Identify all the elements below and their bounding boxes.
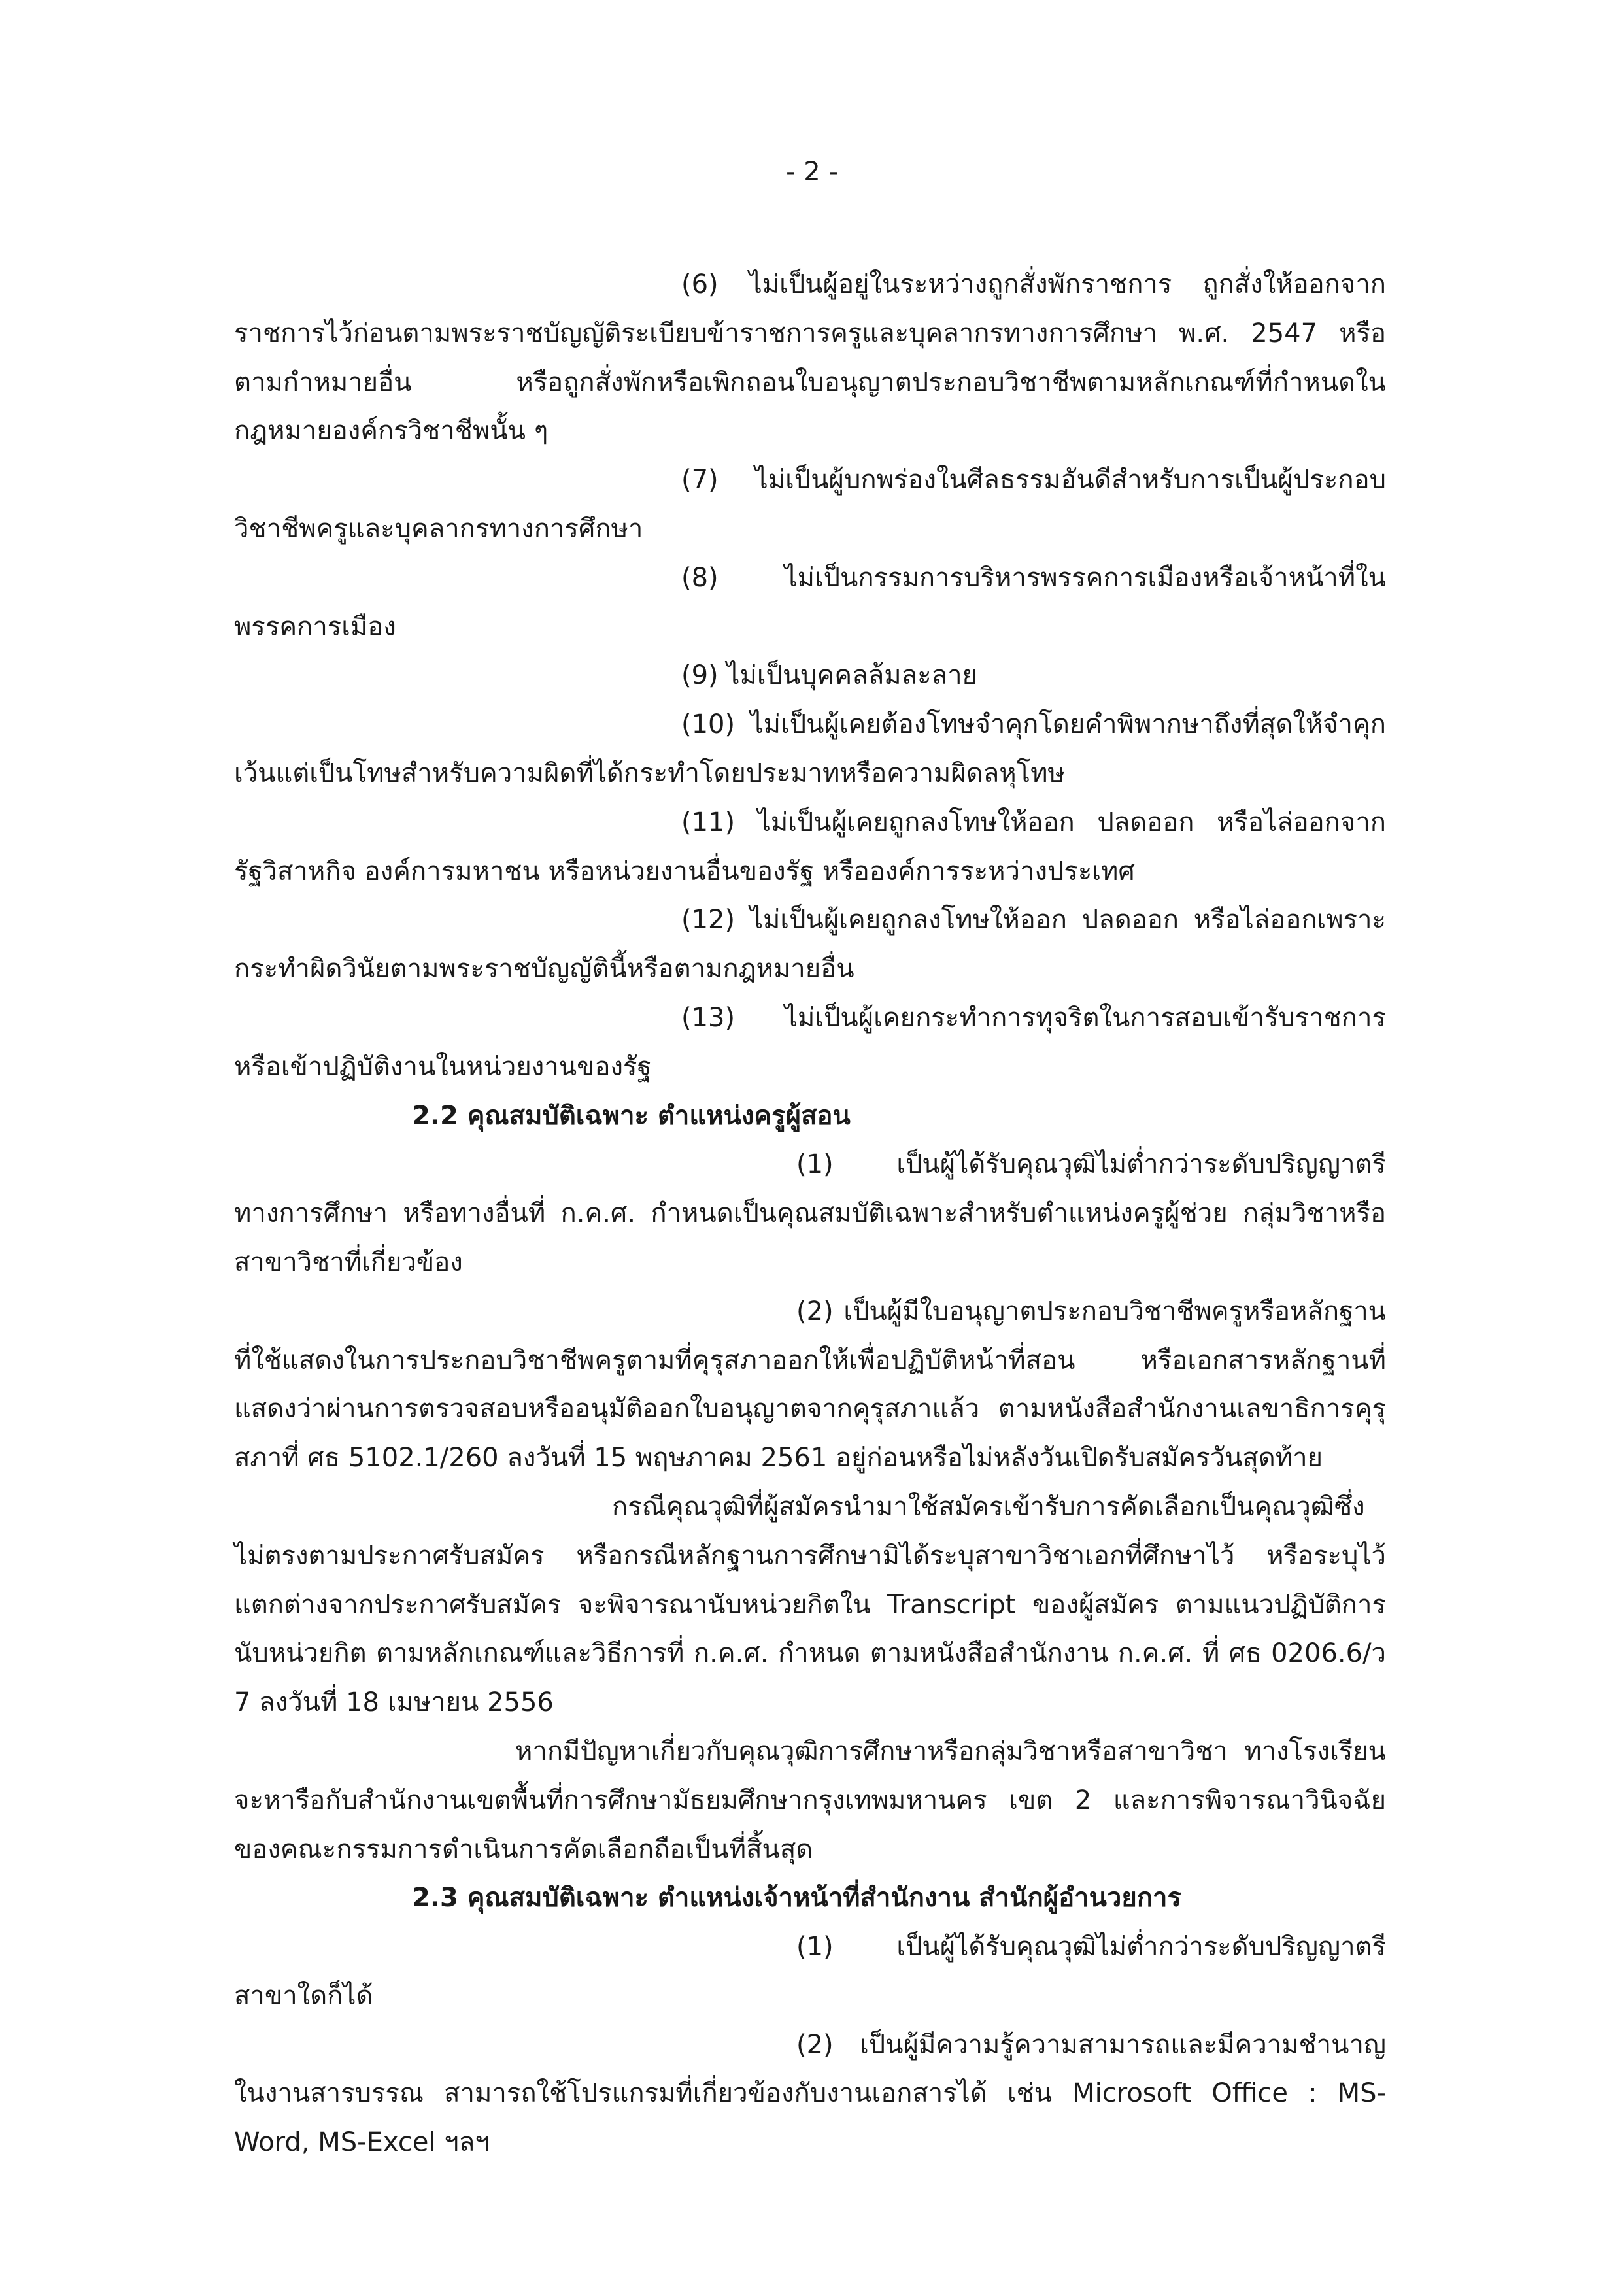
- item-text: ไม่เป็นผู้เคยกระทำการทุจริตในการสอบเข้ารับราชการหรือเข้าปฏิบัติงานในหน่วยงานของรัฐ: [234, 1002, 1386, 1082]
- list-item: [234, 1287, 1386, 1483]
- item-number: (13): [681, 1002, 736, 1033]
- list-item: [234, 456, 1386, 554]
- note-paragraph: หากมีปัญหาเกี่ยวกับคุณวุฒิการศึกษาหรือกลุ่มวิชาหรือสาขาวิชา ทางโรงเรียนจะหารือกับสำนักงานเขตพื้นที่การศึกษามัธยมศึกษากรุงเทพมหานคร เขต 2 และการพิจารณาวินิจฉัยของคณะกรรมการดำเนินการคัดเลือกถือเป็นที่สิ้นสุด: [234, 1736, 1386, 1864]
- list-item: [234, 651, 1386, 700]
- item-number: (10): [681, 709, 736, 740]
- item-number: (6): [681, 269, 719, 299]
- list-item: [234, 2021, 1386, 2167]
- item-text: ไม่เป็นผู้เคยต้องโทษจำคุกโดยคำพิพากษาถึงที่สุดให้จำคุก เว้นแต่เป็นโทษสำหรับความผิดที่ได้กระทำโดยประมาทหรือความผิดลหุโทษ: [234, 709, 1386, 788]
- list-item: [234, 798, 1386, 896]
- item-text: ไม่เป็นผู้เคยถูกลงโทษให้ออก ปลดออก หรือไล่ออกจากรัฐวิสาหกิจ องค์การมหาชน หรือหน่วยงานอื่นของรัฐ หรือองค์การระหว่างประเทศ: [234, 807, 1386, 886]
- item-number: (2): [796, 2029, 834, 2060]
- item-number: (1): [796, 1149, 834, 1180]
- item-text: เป็นผู้ได้รับคุณวุฒิไม่ต่ำกว่าระดับปริญญาตรี สาขาใดก็ได้: [234, 1932, 1386, 2011]
- item-number: (9): [681, 660, 719, 691]
- document-body: [234, 260, 1386, 2167]
- section-heading: 2.3 คุณสมบัติเฉพาะ ตำแหน่งเจ้าหน้าที่สำนักงาน สำนักผู้อำนวยการ: [412, 1883, 1181, 1914]
- item-number: (8): [681, 562, 719, 593]
- item-text: ไม่เป็นผู้เคยถูกลงโทษให้ออก ปลดออก หรือไล่ออกเพราะกระทำผิดวินัยตามพระราชบัญญัตินี้หรือตามกฎหมายอื่น: [234, 905, 1387, 985]
- item-number: (1): [796, 1932, 834, 1963]
- item-text: ไม่เป็นผู้บกพร่องในศีลธรรมอันดีสำหรับการเป็นผู้ประกอบวิชาชีพครูและบุคลากรทางการศึกษา: [234, 465, 1386, 544]
- item-number: (11): [681, 807, 736, 837]
- item-number: (2): [796, 1296, 834, 1326]
- item-text: เป็นผู้มีความรู้ความสามารถและมีความชำนาญในงานสารบรรณ สามารถใช้โปรแกรมที่เกี่ยวข้องกับงานเอกสารได้ เช่น Microsoft Office : MS-Word, MS-Excel ฯลฯ: [234, 2029, 1386, 2158]
- item-text: ไม่เป็นบุคคลล้มละลาย: [726, 660, 977, 691]
- list-item: [234, 1923, 1386, 2021]
- page-number: - 2 -: [786, 157, 838, 187]
- list-item: [234, 554, 1386, 652]
- item-number: (12): [681, 905, 736, 936]
- item-text: ไม่เป็นผู้อยู่ในระหว่างถูกสั่งพักราชการ ถูกสั่งให้ออกจากราชการไว้ก่อนตามพระราชบัญญัติระเบียบข้าราชการครูและบุคลากรทางการศึกษา พ.ศ. 2547 หรือตามกำหมายอื่น หรือถูกสั่งพักหรือเพิกถอนใบอนุญาตประกอบวิชาชีพตามหลักเกณฑ์ที่กำหนดในกฎหมายองค์กรวิชาชีพนั้น ๆ: [234, 269, 1387, 447]
- item-number: (7): [681, 465, 719, 496]
- list-item: [234, 896, 1386, 994]
- list-item: [234, 260, 1386, 456]
- list-item: [234, 700, 1386, 798]
- list-item: [234, 994, 1386, 1092]
- item-text: เป็นผู้ได้รับคุณวุฒิไม่ต่ำกว่าระดับปริญญาตรีทางการศึกษา หรือทางอื่นที่ ก.ค.ศ. กำหนดเป็นคุณสมบัติเฉพาะสำหรับตำแหน่งครูผู้ช่วย กลุ่มวิชาหรือสาขาวิชาที่เกี่ยวข้อง: [234, 1149, 1386, 1277]
- section-heading: 2.2 คุณสมบัติเฉพาะ ตำแหน่งครูผู้สอน: [412, 1100, 851, 1131]
- note-paragraph: กรณีคุณวุฒิที่ผู้สมัครนำมาใช้สมัครเข้ารับการคัดเลือกเป็นคุณวุฒิซึ่งไม่ตรงตามประกาศรับสมัคร หรือกรณีหลักฐานการศึกษามิได้ระบุสาขาวิชาเอกที่ศึกษาไว้ หรือระบุไว้แตกต่างจากประกาศรับสมัคร จะพิจารณานับหน่วยกิตใน Transcript ของผู้สมัคร ตามแนวปฏิบัติการนับหน่วยกิต ตามหลักเกณฑ์และวิธีการที่ ก.ค.ศ. กำหนด ตามหนังสือสำนักงาน ก.ค.ศ. ที่ ศธ 0206.6/ว 7 ลงวันที่ 18 เมษายน 2556: [234, 1491, 1386, 1718]
- item-text: เป็นผู้มีใบอนุญาตประกอบวิชาชีพครูหรือหลักฐานที่ใช้แสดงในการประกอบวิชาชีพครูตามที่คุรุสภาออกให้เพื่อปฏิบัติหน้าที่สอน หรือเอกสารหลักฐานที่แสดงว่าผ่านการตรวจสอบหรืออนุมัติออกใบอนุญาตจากคุรุสภาแล้ว ตามหนังสือสำนักงานเลขาธิการคุรุสภาที่ ศธ 5102.1/260 ลงวันที่ 15 พฤษภาคม 2561 อยู่ก่อนหรือไม่หลังวันเปิดรับสมัครวันสุดท้าย: [234, 1296, 1386, 1474]
- list-item: [234, 1140, 1386, 1287]
- item-text: ไม่เป็นกรรมการบริหารพรรคการเมืองหรือเจ้าหน้าที่ในพรรคการเมือง: [234, 562, 1386, 642]
